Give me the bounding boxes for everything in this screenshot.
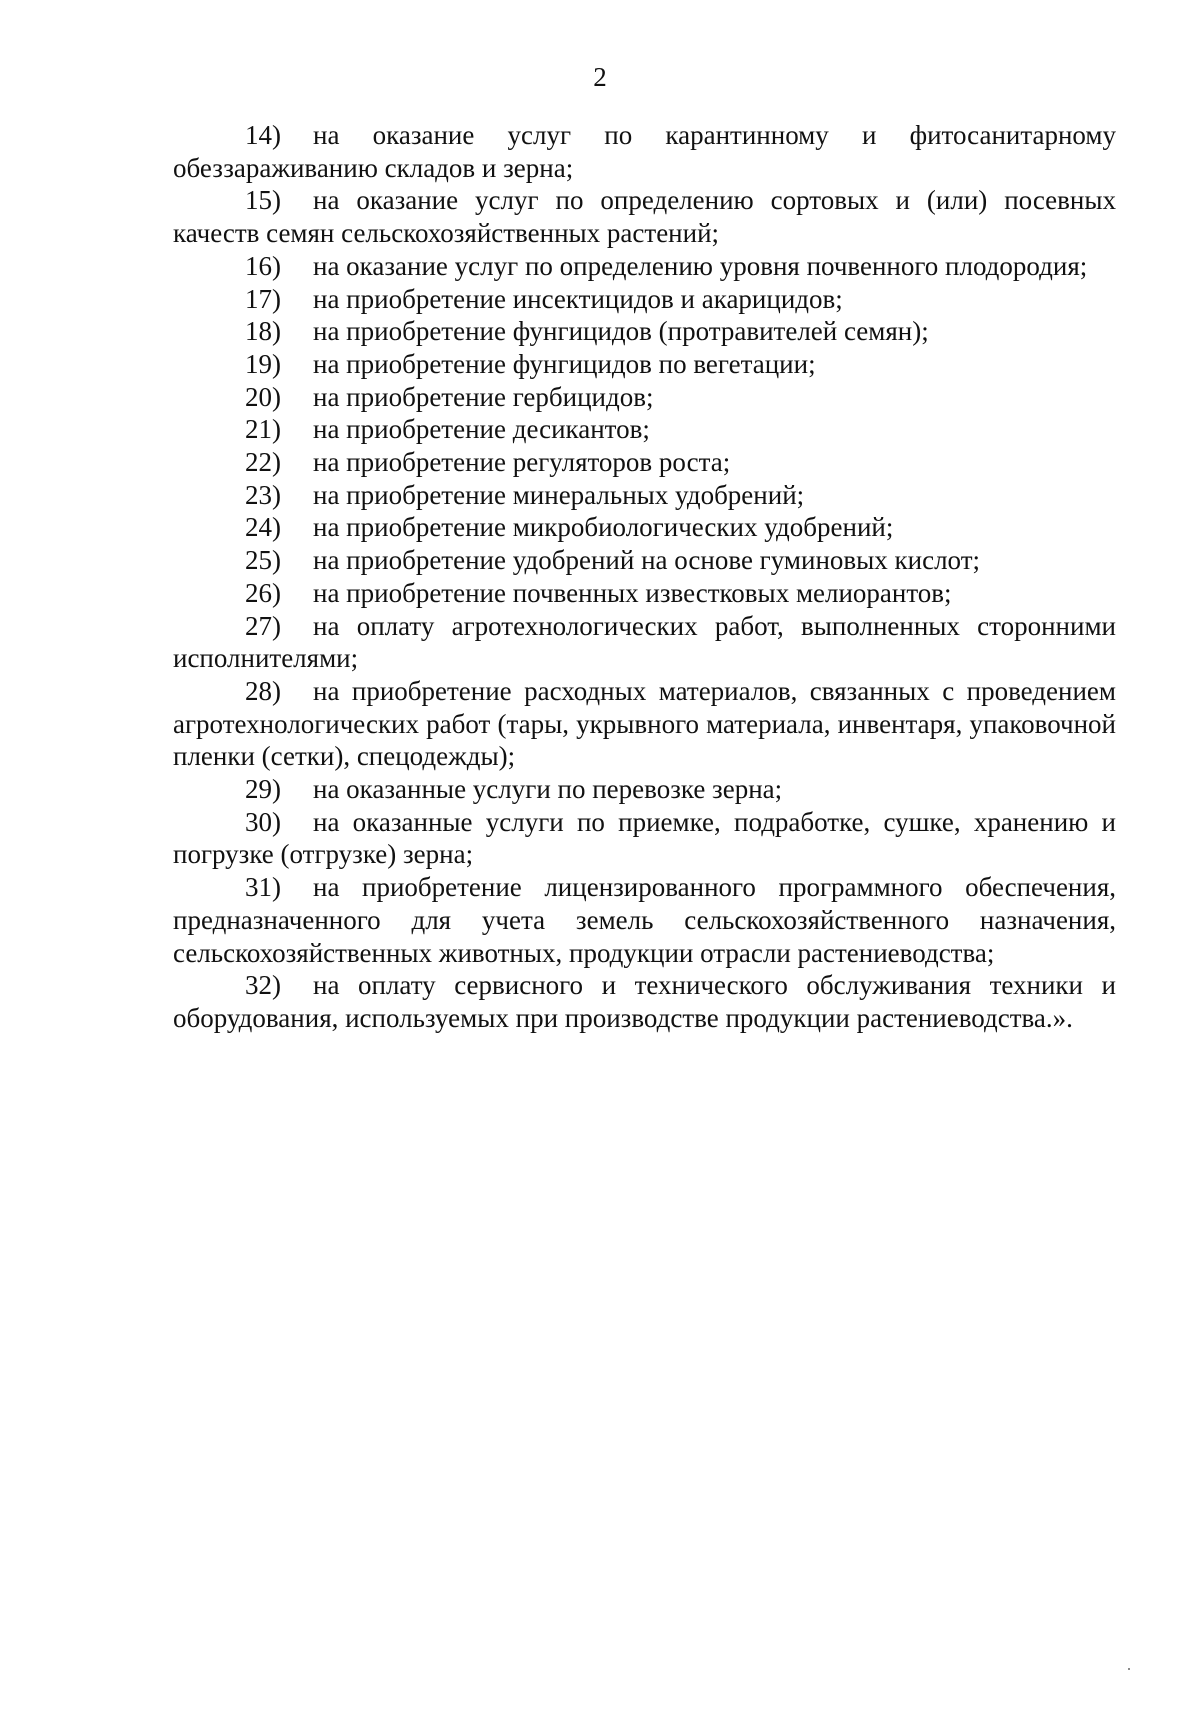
item-text: на приобретение десикантов; xyxy=(313,414,650,445)
list-item xyxy=(173,184,1116,249)
item-number: 30) xyxy=(245,806,281,837)
item-number: 25) xyxy=(245,545,281,576)
list-item xyxy=(173,511,1116,544)
list-item xyxy=(173,773,1116,806)
item-number: 20) xyxy=(245,381,281,412)
list-item xyxy=(173,610,1116,675)
list-item xyxy=(173,479,1116,512)
scan-speck xyxy=(1128,1668,1130,1670)
item-number: 31) xyxy=(245,872,281,903)
list-item xyxy=(173,315,1116,348)
page-number: 2 xyxy=(593,62,607,92)
list-item xyxy=(173,969,1116,1034)
item-text: на приобретение фунгицидов по вегетации; xyxy=(313,348,816,379)
list-item xyxy=(173,871,1116,969)
item-text: на приобретение почвенных известковых мелиорантов; xyxy=(313,577,952,608)
item-number: 17) xyxy=(245,283,281,314)
item-text: на оказанные услуги по приемке, подработке, сушке, хранению и погрузке (отгрузке) зерна; xyxy=(173,806,1116,870)
item-text: на приобретение инсектицидов и акарицидов; xyxy=(313,283,843,314)
list-item xyxy=(173,119,1116,184)
item-text: на приобретение гербицидов; xyxy=(313,381,654,412)
list-item xyxy=(173,250,1116,283)
list-item xyxy=(173,283,1116,316)
list-item xyxy=(173,675,1116,773)
item-number: 26) xyxy=(245,577,281,608)
list-item xyxy=(173,348,1116,381)
item-number: 19) xyxy=(245,348,281,379)
item-number: 15) xyxy=(245,185,281,216)
document-body xyxy=(173,119,1116,1035)
list-item xyxy=(173,446,1116,479)
item-text: на оказание услуг по карантинному и фитосанитарному обеззараживанию складов и зерна; xyxy=(173,120,1116,183)
item-number: 29) xyxy=(245,774,281,805)
item-text: на оказание услуг по определению уровня почвенного плодородия; xyxy=(313,250,1088,281)
item-text: на оказание услуг по определению сортовых и (или) посевных качеств семян сельскохозяйственных растений; xyxy=(173,185,1116,249)
item-number: 24) xyxy=(245,512,281,543)
item-number: 14) xyxy=(245,120,281,150)
list-item xyxy=(173,806,1116,871)
item-text: на приобретение фунгицидов (протравителей семян); xyxy=(313,316,929,347)
item-text: на приобретение расходных материалов, связанных с проведением агротехнологических работ (тары, укрывного материала, инвентаря, упаковочной пленки (сетки), спецодежды); xyxy=(173,675,1116,772)
item-number: 32) xyxy=(245,970,281,1001)
list-item xyxy=(173,544,1116,577)
item-number: 22) xyxy=(245,447,281,478)
list-item xyxy=(173,577,1116,610)
item-text: на приобретение микробиологических удобрений; xyxy=(313,512,894,543)
list-item xyxy=(173,381,1116,414)
item-text: на приобретение лицензированного программного обеспечения, предназначенного для учета земель сельскохозяйственного назначения, сельскохозяйственных животных, продукции отрасли растениеводства; xyxy=(173,872,1116,968)
item-text: на оплату сервисного и технического обслуживания техники и оборудования, используемых при производстве продукции растениеводства.». xyxy=(173,970,1116,1033)
item-number: 18) xyxy=(245,316,281,347)
item-text: на приобретение регуляторов роста; xyxy=(313,447,731,478)
item-number: 16) xyxy=(245,250,281,281)
item-number: 28) xyxy=(245,675,281,706)
item-text: на приобретение минеральных удобрений; xyxy=(313,479,805,510)
item-number: 23) xyxy=(245,479,281,510)
item-number: 27) xyxy=(245,610,281,641)
item-text: на оказанные услуги по перевозке зерна; xyxy=(313,774,783,805)
item-text: на приобретение удобрений на основе гуминовых кислот; xyxy=(313,545,980,576)
item-text: на оплату агротехнологических работ, выполненных сторонними исполнителями; xyxy=(173,610,1116,674)
item-number: 21) xyxy=(245,414,281,445)
list-item xyxy=(173,413,1116,446)
